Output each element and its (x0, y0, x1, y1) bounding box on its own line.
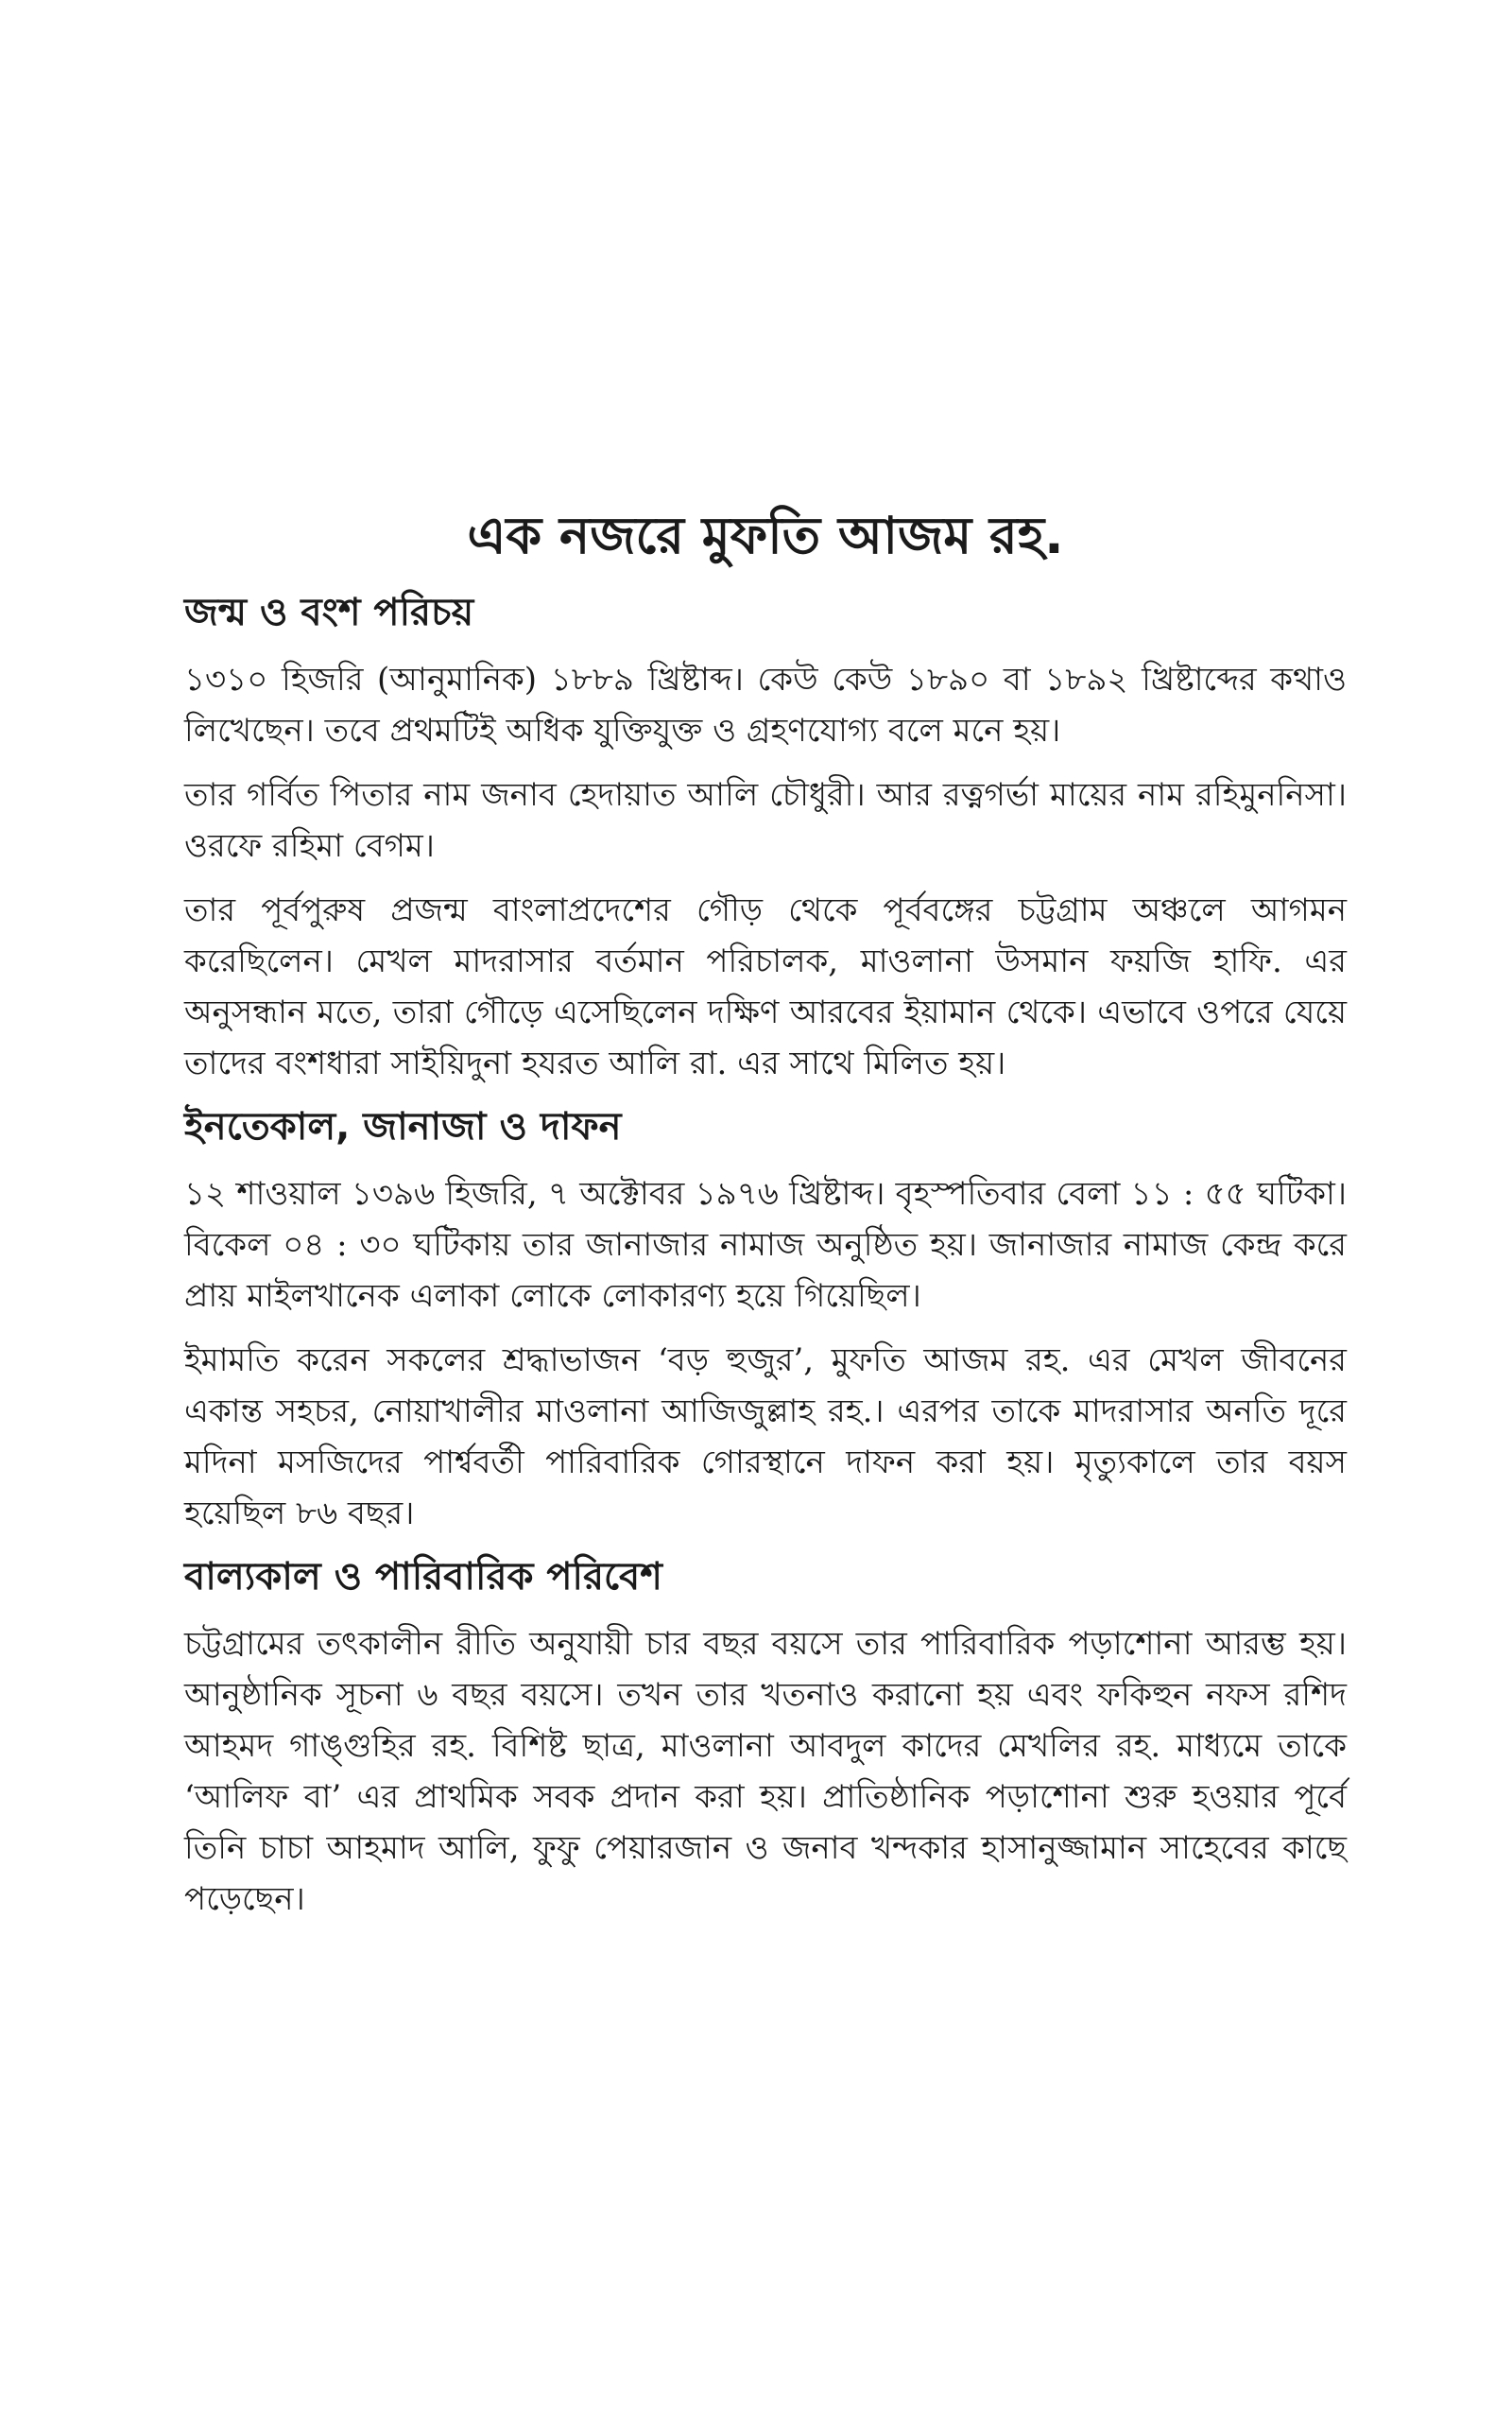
paragraph: ১২ শাওয়াল ১৩৯৬ হিজরি, ৭ অক্টোবর ১৯৭৬ খ্রিষ্টাব্দ। বৃহস্পতিবার বেলা ১১ : ৫৫ ঘটিকা। বিকেল ০৪ : ৩০ ঘটিকায় তার জানাজার নামাজ অনুষ্ঠিত হয়। জানাজার নামাজ কেন্দ্র করে প্রায় মাইলখানেক এলাকা লোকে লোকারণ্য হয়ে গিয়েছিল। (184, 1174, 1347, 1315)
section-childhood-family (184, 1552, 1347, 1925)
document-page (184, 506, 1347, 1938)
section-birth-lineage (184, 588, 1347, 1089)
page-title: এক নজরে মুফতি আজম রহ. (467, 506, 1064, 565)
section-death-funeral (184, 1102, 1347, 1539)
paragraph: তার পূর্বপুরুষ প্রজন্ম বাংলাপ্রদেশের গৌড় থেকে পূর্ববঙ্গের চট্টগ্রাম অঞ্চলে আগমন করেছিলেন। মেখল মাদরাসার বর্তমান পরিচালক, মাওলানা উসমান ফয়জি হাফি. এর অনুসন্ধান মতে, তারা গৌড়ে এসেছিলেন দক্ষিণ আরবের ইয়ামান থেকে। এভাবে ওপরে যেয়ে তাদের বংশধারা সাইয়িদুনা হযরত আলি রা. এর সাথে মিলিত হয়। (184, 890, 1347, 1082)
section-heading: জন্ম ও বংশ পরিচয় (184, 590, 474, 634)
section-heading: বাল্যকাল ও পারিবারিক পরিবেশ (184, 1554, 662, 1599)
paragraph: চট্টগ্রামের তৎকালীন রীতি অনুযায়ী চার বছর বয়সে তার পারিবারিক পড়াশোনা আরম্ভ হয়। আনুষ্ঠানিক সূচনা ৬ বছর বয়সে। তখন তার খতনাও করানো হয় এবং ফকিহুন নফস রশিদ আহমদ গাঙ্গুহির রহ. বিশিষ্ট ছাত্র, মাওলানা আবদুল কাদের মেখলির রহ. মাধ্যমে তাকে ‘আলিফ বা’ এর প্রাথমিক সবক প্রদান করা হয়। প্রাতিষ্ঠানিক পড়াশোনা শুরু হওয়ার পূর্বে তিনি চাচা আহমাদ আলি, ফুফু পেয়ারজান ও জনাব খন্দকার হাসানুজ্জামান সাহেবের কাছে পড়েছেন। (184, 1624, 1347, 1918)
paragraph: ইমামতি করেন সকলের শ্রদ্ধাভাজন ‘বড় হুজুর’, মুফতি আজম রহ. এর মেখল জীবনের একান্ত সহচর, নোয়াখালীর মাওলানা আজিজুল্লাহ রহ.। এরপর তাকে মাদরাসার অনতি দূরে মদিনা মসজিদের পার্শ্ববর্তী পারিবারিক গোরস্থানে দাফন করা হয়। মৃত্যুকালে তার বয়স হয়েছিল ৮৬ বছর। (184, 1340, 1347, 1532)
paragraph: তার গর্বিত পিতার নাম জনাব হেদায়াত আলি চৌধুরী। আর রত্নগর্ভা মায়ের নাম রহিমুননিসা। ওরফে রহিমা বেগম। (184, 775, 1347, 865)
section-heading: ইনতেকাল, জানাজা ও দাফন (184, 1104, 622, 1149)
paragraph: ১৩১০ হিজরি (আনুমানিক) ১৮৮৯ খ্রিষ্টাব্দ। কেউ কেউ ১৮৯০ বা ১৮৯২ খ্রিষ্টাব্দের কথাও লিখেছেন। তবে প্রথমটিই অধিক যুক্তিযুক্ত ও গ্রহণযোগ্য বলে মনে হয়। (184, 660, 1347, 750)
